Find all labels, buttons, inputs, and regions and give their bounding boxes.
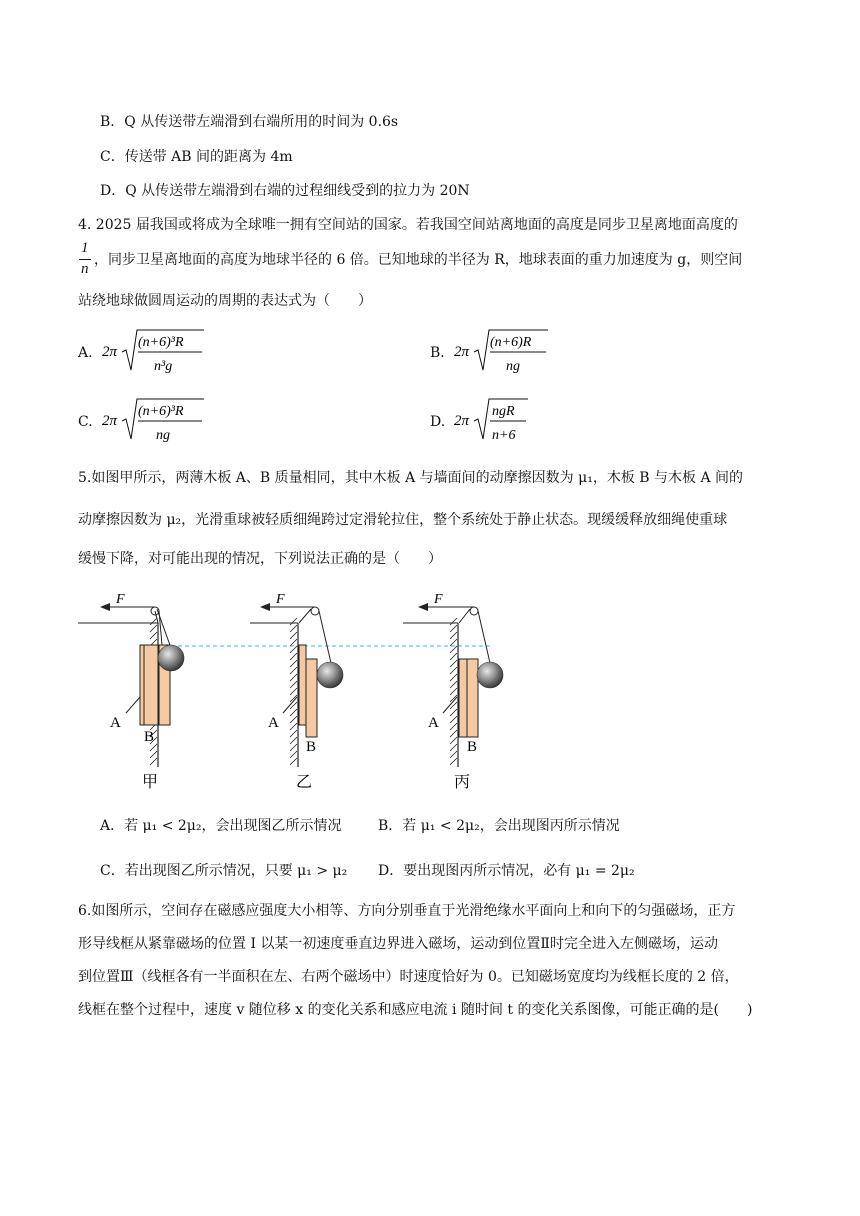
q4-option-a-prefix: 2π — [102, 344, 118, 360]
q4-option-a-numerator: (n+6)³R — [138, 335, 184, 350]
q4-option-b-numerator: (n+6)R — [490, 335, 532, 350]
figure-caption-bing: 丙 — [454, 774, 471, 791]
q5-stem-line3: 缓慢下降，对可能出现的情况，下列说法正确的是（ ） — [78, 551, 442, 567]
q5-option-c: C．若出现图乙所示情况，只要 μ₁ > μ₂ — [100, 863, 348, 879]
q4-option-c-denominator: ng — [156, 428, 170, 443]
q4-stem-line2: ，同步卫星离地面的高度为地球半径的 6 倍。已知地球的半径为 R，地球表面的重力加速度为 g，则空间 — [94, 252, 743, 268]
q4-stem-line1: 4. 2025 届我国或将成为全球唯一拥有空间站的国家。若我国空间站离地面的高度是同步卫星离地面高度的 — [78, 217, 738, 233]
figure-jia — [78, 592, 184, 791]
figure-caption-jia: 甲 — [142, 774, 159, 791]
board-a-label-jia: A — [110, 715, 121, 731]
q5-option-a: A．若 μ₁ < 2μ₂，会出现图乙所示情况 — [100, 818, 342, 834]
q4-option-b-formula — [452, 326, 562, 378]
q4-option-d-denominator: n+6 — [492, 428, 516, 443]
q4-option-b-label: B. — [430, 345, 445, 361]
board-a-label-yi: A — [268, 715, 279, 731]
force-label-yi: F — [276, 592, 285, 607]
q6-stem-line3: 到位置Ⅲ（线框各有一半面积在左、右两个磁场中）时速度恰好为 0。已知磁场宽度均为线框长度的 2 倍， — [78, 969, 739, 985]
force-label-jia: F — [116, 592, 125, 607]
q4-option-c-formula — [100, 395, 220, 447]
q3-option-c: C．传送带 AB 间的距离为 4m — [100, 149, 293, 165]
q6-stem-line1: 6.如图所示，空间存在磁感应强度大小相等、方向分别垂直于光滑绝缘水平面向上和向下的匀强磁场，正方 — [78, 903, 736, 919]
board-b-label-bing: B — [467, 739, 478, 755]
q3-option-b: B．Q 从传送带左端滑到右端所用的时间为 0.6s — [100, 114, 399, 130]
q5-figure — [78, 585, 518, 800]
q4-fraction-denominator: n — [81, 261, 89, 277]
figure-caption-yi: 乙 — [296, 774, 313, 791]
q4-option-a-formula — [100, 326, 220, 378]
q4-option-c-numerator: (n+6)³R — [138, 404, 184, 419]
q4-option-a-label: A. — [78, 345, 93, 361]
q4-option-c-label: C. — [78, 414, 93, 430]
figure-bing — [403, 592, 503, 791]
q4-fraction-numerator: 1 — [81, 240, 89, 256]
q6-stem-line4: 线框在整个过程中，速度 v 随位移 x 的变化关系和感应电流 i 随时间 t 的变化关系图像，可能正确的是( ) — [78, 1002, 753, 1018]
q4-option-d-numerator: ngR — [492, 404, 515, 419]
board-a-label-bing: A — [428, 715, 439, 731]
q4-option-d-formula — [452, 395, 552, 447]
q5-stem-line2: 动摩擦因数为 μ₂，光滑重球被轻质细绳跨过定滑轮拉住，整个系统处于静止状态。现缓缓释放细绳使重球 — [78, 512, 728, 528]
q4-option-b-prefix: 2π — [454, 344, 470, 360]
q6-stem-line2: 形导线框从紧靠磁场的位置 Ⅰ 以某一初速度垂直边界进入磁场，运动到位置Ⅱ时完全进入左侧磁场，运动 — [78, 936, 718, 952]
q4-option-a-denominator: n³g — [154, 359, 173, 374]
q4-option-d-label: D. — [430, 414, 446, 430]
q4-fraction-bar — [79, 259, 91, 260]
force-label-bing: F — [434, 592, 443, 607]
q5-option-d: D．要出现图丙所示情况，必有 μ₁ = 2μ₂ — [378, 863, 635, 879]
q5-stem-line1: 5.如图甲所示，两薄木板 A、B 质量相同，其中木板 A 与墙面间的动摩擦因数为 μ₁，木板 B 与木板 A 间的 — [78, 470, 744, 486]
board-b-label-jia: B — [144, 729, 155, 745]
q5-option-b: B．若 μ₁ < 2μ₂，会出现图丙所示情况 — [378, 818, 620, 834]
q4-option-c-prefix: 2π — [102, 413, 118, 429]
q4-option-d-prefix: 2π — [454, 413, 470, 429]
q3-option-d: D．Q 从传送带左端滑到右端的过程细线受到的拉力为 20N — [100, 183, 470, 199]
q4-option-b-denominator: ng — [506, 359, 520, 374]
q4-stem-line3: 站绕地球做圆周运动的周期的表达式为（ ） — [78, 293, 372, 309]
figure-yi — [250, 592, 343, 791]
board-b-label-yi: B — [306, 739, 317, 755]
